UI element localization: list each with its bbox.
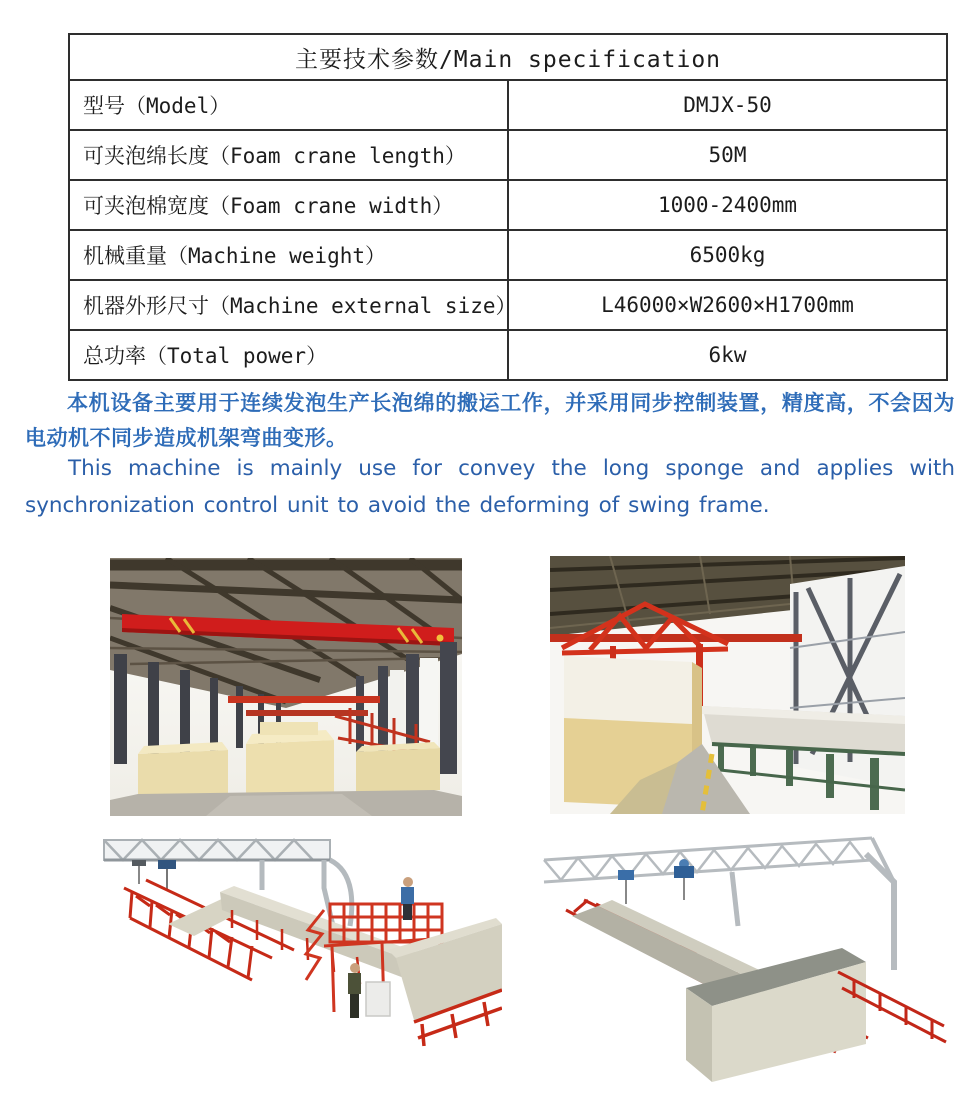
spec-value: L46000×W2600×H1700mm — [508, 280, 947, 330]
spec-label: 型号（Model） — [69, 80, 508, 130]
spec-label: 可夹泡棉宽度（Foam crane width） — [69, 180, 508, 230]
machine-3d-render-platform — [72, 830, 502, 1092]
table-row-machine-weight — [69, 230, 947, 280]
factory-photo-illustration — [110, 558, 462, 816]
table-row-foam-width — [69, 180, 947, 230]
factory-overhead-crane-photo — [110, 558, 462, 816]
machine-render-illustration — [72, 830, 502, 1092]
table-row-foam-length — [69, 130, 947, 180]
spec-value: 6kw — [508, 330, 947, 380]
description-paragraph-en: This machine is mainly use for convey the long sponge and applies with synchronization control unit to avoid the deforming of swing frame. — [25, 456, 955, 518]
spec-value: 1000-2400mm — [508, 180, 947, 230]
table-row-model — [69, 80, 947, 130]
table-title: 主要技术参数/Main specification — [69, 34, 947, 80]
spec-label: 机器外形尺寸（Machine external size） — [69, 280, 508, 330]
spec-value: DMJX-50 — [508, 80, 947, 130]
spec-label: 总功率（Total power） — [69, 330, 508, 380]
long-conveyor-render-illustration — [536, 828, 956, 1090]
spec-value: 6500kg — [508, 230, 947, 280]
conveyor-photo-illustration — [550, 556, 905, 814]
main-specification-table — [68, 33, 948, 381]
factory-foam-conveyor-photo — [550, 556, 905, 814]
table-row-external-size — [69, 280, 947, 330]
description-paragraph-zh: 本机设备主要用于连续发泡生产长泡绵的搬运工作，并采用同步控制装置，精度高，不会因为电动机不同步造成机架弯曲变形。 — [25, 391, 955, 450]
spec-label: 可夹泡绵长度（Foam crane length） — [69, 130, 508, 180]
table-header-row — [69, 34, 947, 80]
table-row-total-power — [69, 330, 947, 380]
spec-label: 机械重量（Machine weight） — [69, 230, 508, 280]
spec-value: 50M — [508, 130, 947, 180]
machine-3d-render-long-conveyor — [536, 828, 956, 1090]
